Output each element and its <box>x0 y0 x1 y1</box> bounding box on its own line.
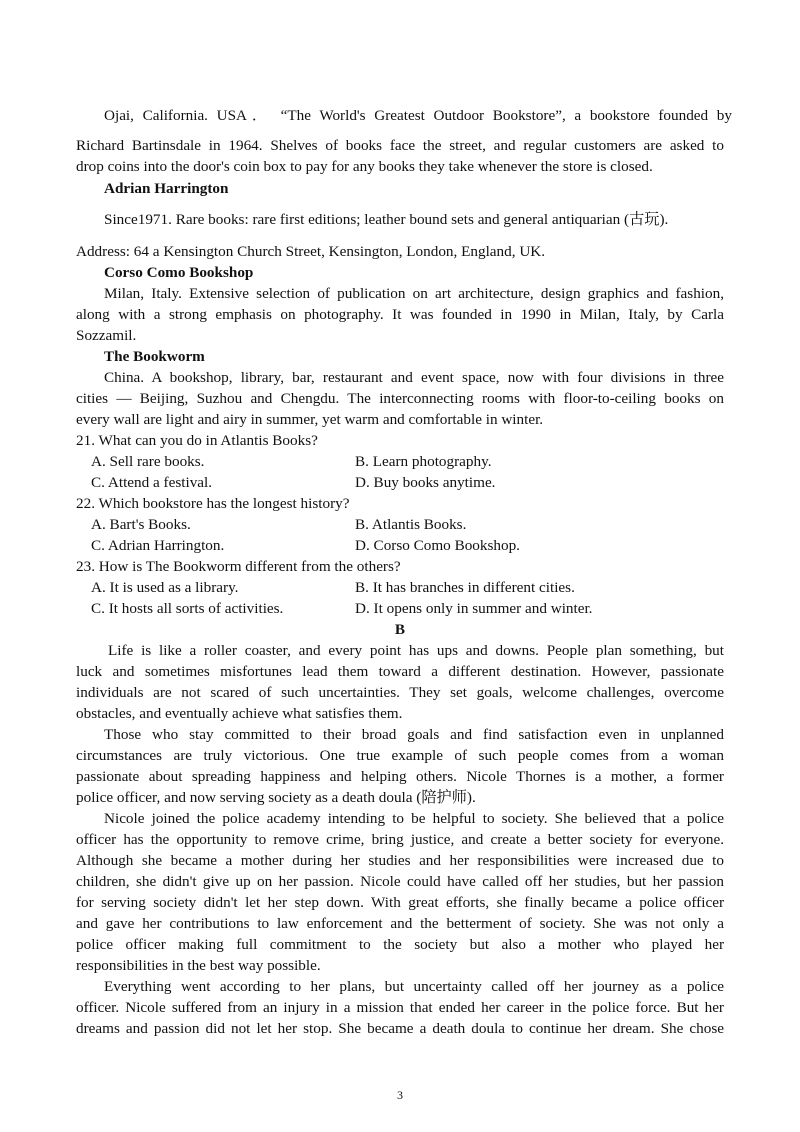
b-p4-line-1: Everything went according to her plans, but uncertainty called off her journey as a police <box>104 978 724 995</box>
b-p2-line-2: circumstances are truly victorious. One true example of such people comes from a woman <box>76 747 724 764</box>
intro-line-1: Ojai, California. USA． “The World's Greatest Outdoor Bookstore”, a bookstore founded by <box>104 107 732 124</box>
b-p3-line-1: Nicole joined the police academy intending to be helpful to society. She believed that a police <box>104 810 724 827</box>
corso-line-1: Milan, Italy. Extensive selection of publication on art architecture, design graphics and fashion, <box>104 285 724 302</box>
b-p1-line-1: Life is like a roller coaster, and every point has ups and downs. People plan something, but <box>108 642 724 659</box>
b-p4-line-2: officer. Nicole suffered from an injury in a mission that ended her career in the police force. But her <box>76 999 724 1016</box>
question-23-option-b[interactable]: B. It has branches in different cities. <box>355 579 575 596</box>
question-21-option-c[interactable]: C. Attend a festival. <box>91 474 213 491</box>
page-number: 3 <box>397 1088 403 1102</box>
b-p2-line-3: passionate about spreading happiness and helping others. Nicole Thornes is a mother, a former <box>76 768 724 785</box>
b-p3-line-8: responsibilities in the best way possible. <box>76 957 321 974</box>
question-22-option-c[interactable]: C. Adrian Harrington. <box>91 537 225 554</box>
question-21-option-b[interactable]: B. Learn photography. <box>355 453 492 470</box>
adrian-line-1: Since1971. Rare books: rare first editions; leather bound sets and general antiquarian (古玩). <box>104 211 669 228</box>
question-23-option-a[interactable]: A. It is used as a library. <box>91 579 239 596</box>
adrian-line-2: Address: 64 a Kensington Church Street, Kensington, London, England, UK. <box>76 243 546 260</box>
b-p4-line-3: dreams and passion did not let her stop. She became a death doula to continue her dream. She chose <box>76 1020 724 1037</box>
question-22-stem: 22. Which bookstore has the longest history? <box>76 495 350 512</box>
passage-b-label: B <box>394 621 406 638</box>
question-22-option-d[interactable]: D. Corso Como Bookshop. <box>355 537 520 554</box>
bookworm-line-2: cities — Beijing, Suzhou and Chengdu. The interconnecting rooms with floor-to-ceiling books on <box>76 390 724 407</box>
b-p3-line-7: police officer making full commitment to the society but also a mother who played her <box>76 936 724 953</box>
intro-line-3: drop coins into the door's coin box to pay for any books they take whenever the store is closed. <box>76 158 653 175</box>
heading-corso-como: Corso Como Bookshop <box>104 264 254 281</box>
b-p1-line-4: obstacles, and eventually achieve what satisfies them. <box>76 705 403 722</box>
question-21-stem: 21. What can you do in Atlantis Books? <box>76 432 318 449</box>
bookworm-line-3: every wall are light and airy in summer, yet warm and comfortable in winter. <box>76 411 544 428</box>
b-p3-line-2: officer has the opportunity to remove crime, bring justice, and create a better society for everyone. <box>76 831 724 848</box>
heading-adrian-harrington: Adrian Harrington <box>104 180 229 197</box>
b-p3-line-3: Although she became a mother during her studies and her responsibilities were increased due to <box>76 852 724 869</box>
b-p3-line-5: for serving society didn't let her step down. With great efforts, she finally became a police officer <box>76 894 724 911</box>
b-p1-line-3: individuals are not scared of such uncertainties. They set goals, welcome challenges, overcome <box>76 684 724 701</box>
question-21-option-a[interactable]: A. Sell rare books. <box>91 453 205 470</box>
question-23-stem: 23. How is The Bookworm different from the others? <box>76 558 401 575</box>
b-p1-line-2: luck and sometimes misfortunes lead them toward a different destination. However, passionate <box>76 663 724 680</box>
corso-line-2: along with a strong emphasis on photography. It was founded in 1990 in Milan, Italy, by Carla <box>76 306 724 323</box>
intro-line-2: Richard Bartinsdale in 1964. Shelves of books face the street, and regular customers are asked to <box>76 137 724 154</box>
question-23-option-c[interactable]: C. It hosts all sorts of activities. <box>91 600 284 617</box>
question-21-option-d[interactable]: D. Buy books anytime. <box>355 474 496 491</box>
b-p2-line-4: police officer, and now serving society as a death doula (陪护师). <box>76 789 476 806</box>
heading-the-bookworm: The Bookworm <box>104 348 205 365</box>
bookworm-line-1: China. A bookshop, library, bar, restaurant and event space, now with four divisions in three <box>104 369 724 386</box>
b-p3-line-6: and gave her contributions to law enforcement and the betterment of society. She was not only a <box>76 915 724 932</box>
question-22-option-b[interactable]: B. Atlantis Books. <box>355 516 467 533</box>
question-22-option-a[interactable]: A. Bart's Books. <box>91 516 191 533</box>
question-23-option-d[interactable]: D. It opens only in summer and winter. <box>355 600 593 617</box>
corso-line-3: Sozzamil. <box>76 327 137 344</box>
b-p3-line-4: children, she didn't give up on her passion. Nicole could have called off her studies, but her passion <box>76 873 724 890</box>
b-p2-line-1: Those who stay committed to their broad goals and find satisfaction even in unplanned <box>104 726 724 743</box>
